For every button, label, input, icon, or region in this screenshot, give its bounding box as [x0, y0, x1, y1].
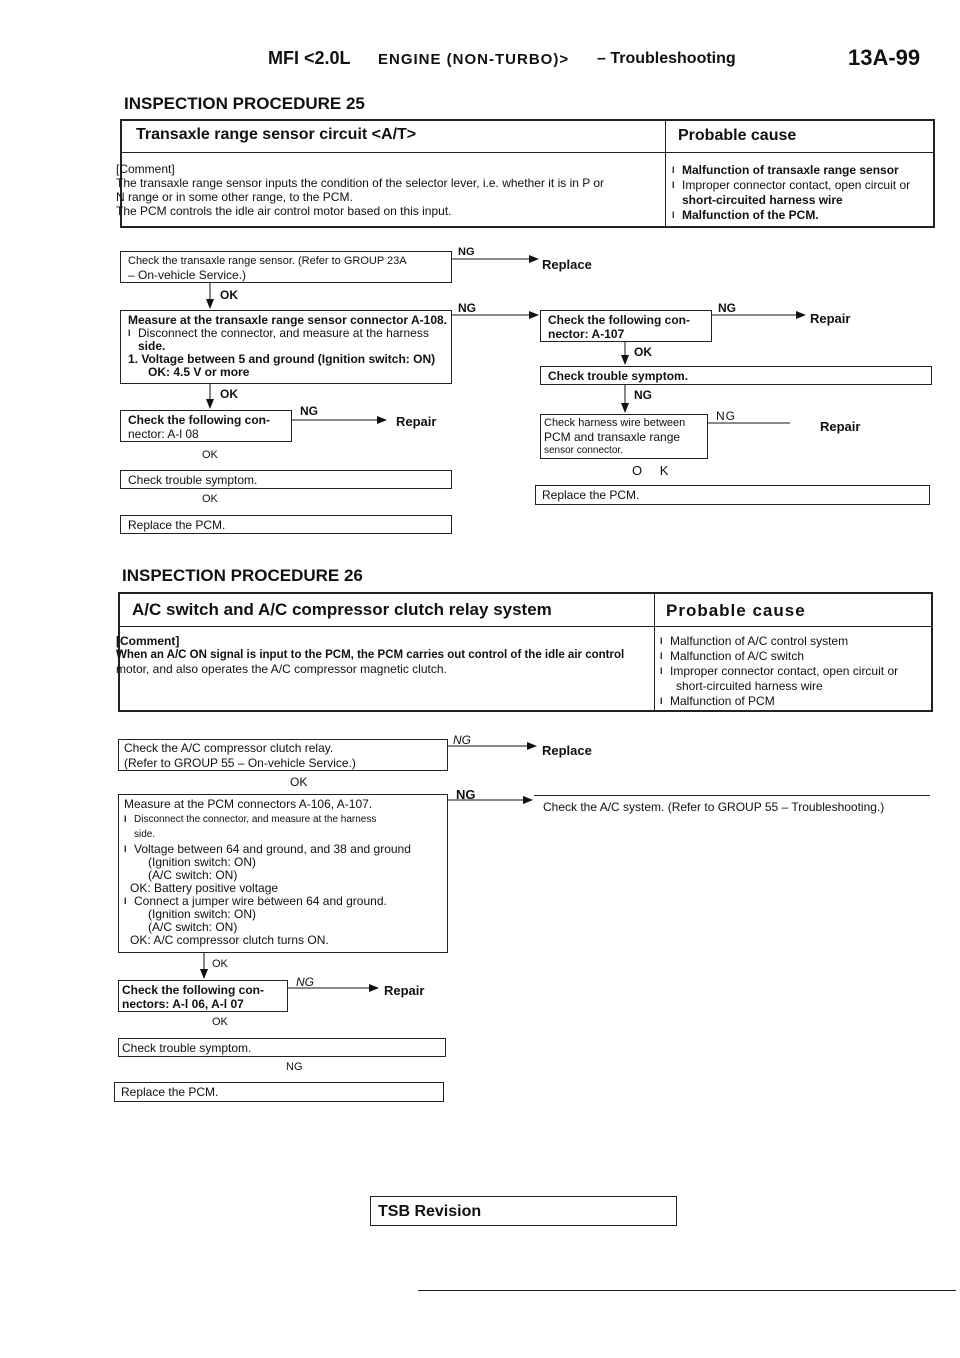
proc26-step1-ng: NG [453, 733, 471, 747]
proc25-probable-title: Probable cause [678, 127, 797, 144]
comment-line: The transaxle range sensor inputs the condition of the selector lever, i.e. whether it is in P or [116, 176, 605, 190]
proc26-ok3: OK [212, 1016, 228, 1028]
step-line: (Ignition switch: ON) [148, 907, 257, 921]
proc25-right-symptom: Check trouble symptom. [548, 369, 689, 383]
proc26-check-repair: Repair [384, 983, 425, 998]
cause-item: l Malfunction of A/C control system [660, 634, 932, 649]
proc25-harness-ng: NG [716, 409, 736, 423]
header-left: MFI <2.0L [268, 48, 351, 68]
step-line: side. [134, 829, 156, 840]
proc26-heading: INSPECTION PROCEDURE 26 [122, 566, 363, 585]
step-line: OK: Battery positive voltage [130, 881, 279, 895]
step-line: sensor connector. [544, 445, 623, 456]
step-line: (Refer to GROUP 55 – On-vehicle Service.) [124, 756, 356, 770]
proc26-step1-result: Replace [542, 743, 592, 758]
step-line: Measure at the transaxle range sensor connector A-108. [128, 313, 448, 327]
cause-item: l Malfunction of PCM [660, 694, 932, 709]
proc25-step1-result: Replace [542, 257, 592, 272]
cause-item: l Malfunction of transaxle range sensor [672, 163, 934, 178]
step-line: 1. Voltage between 5 and ground (Ignition switch: ON) [128, 352, 436, 366]
proc25-ok3: OK [202, 449, 218, 461]
step-line: OK: 4.5 V or more [148, 365, 250, 379]
comment-line: The PCM controls the idle air control motor based on this input. [116, 204, 452, 218]
comment-line: motor, and also operates the A/C compressor magnetic clutch. [116, 662, 447, 676]
proc25-ok4: OK [202, 493, 218, 505]
proc26-probable-title: Probable cause [666, 601, 806, 620]
proc25-right-replace: Replace the PCM. [542, 488, 640, 502]
proc25-harness-repair: Repair [820, 419, 861, 434]
header-middle: ENGINE (NON-TURBO)> [378, 51, 570, 68]
proc25-right-check-ng: NG [718, 301, 736, 315]
comment-label: [Comment] [116, 162, 175, 176]
step-line: Measure at the PCM connectors A-106, A-107. [124, 797, 373, 811]
proc25-heading: INSPECTION PROCEDURE 25 [124, 94, 365, 113]
step-line: Check the following con- [548, 313, 691, 327]
proc25-ok2: OK [220, 387, 238, 401]
cause-item: short-circuited harness wire [676, 679, 823, 693]
step-line: (A/C switch: ON) [148, 920, 238, 934]
proc26-ok2: OK [212, 958, 228, 970]
cause-item: l Improper connector contact, open circuit or [660, 664, 932, 679]
proc25-left-check-ng: NG [300, 404, 318, 418]
proc25-left-symptom: Check trouble symptom. [128, 473, 258, 487]
tsb-revision: TSB Revision [378, 1203, 482, 1220]
proc26-check-ng: NG [296, 975, 314, 989]
step-line: Check the transaxle range sensor. (Refer to GROUP 23A [128, 255, 407, 267]
proc26-title: A/C switch and A/C compressor clutch relay system [132, 600, 552, 619]
proc25-step1-ng: NG [458, 246, 475, 258]
step-line: nector: A-l 08 [128, 427, 199, 441]
proc25-step2-ng: NG [458, 301, 476, 315]
proc26-symptom: Check trouble symptom. [122, 1041, 252, 1055]
step-line: OK: A/C compressor clutch turns ON. [130, 933, 329, 947]
step-line: Check the following con- [128, 413, 271, 427]
comment-label: [Comment] [116, 634, 180, 648]
proc26-step2-result: Check the A/C system. (Refer to GROUP 55 – Troubleshooting.) [543, 800, 885, 814]
proc25-title: Transaxle range sensor circuit <A/T> [136, 126, 417, 143]
step-line: side. [138, 339, 166, 353]
comment-line: When an A/C ON signal is input to the PCM, the PCM carries out control of the idle air control [116, 649, 625, 661]
step-line: l Voltage between 64 and ground, and 38 and ground [124, 843, 411, 856]
proc25-harness-ok: O K [632, 463, 669, 478]
cause-item: l Malfunction of A/C switch [660, 649, 932, 664]
step-line: l Disconnect the connector, and measure at the harness [128, 327, 447, 340]
proc26-replace: Replace the PCM. [121, 1085, 219, 1099]
proc26-step2-ng: NG [456, 787, 476, 802]
proc26-ok1: OK [290, 775, 308, 789]
step-line: (A/C switch: ON) [148, 868, 238, 882]
step-line: l Connect a jumper wire between 64 and ground. [124, 895, 411, 908]
proc25-right-ok: OK [634, 345, 652, 359]
step-line: Check the A/C compressor clutch relay. [124, 741, 334, 755]
step-line: – On-vehicle Service.) [128, 268, 247, 282]
proc25-left-replace: Replace the PCM. [128, 518, 226, 532]
cause-item: short-circuited harness wire [682, 193, 843, 207]
proc26-symptom-ng: NG [286, 1061, 303, 1073]
proc25-right-symptom-ng: NG [634, 388, 652, 402]
step-line: Check the following con- [122, 983, 265, 997]
step-line: nector: A-107 [548, 327, 625, 341]
proc25-left-repair: Repair [396, 414, 437, 429]
proc25-right-repair: Repair [810, 311, 851, 326]
step-line: nectors: A-l 06, A-l 07 [122, 997, 244, 1011]
step-line: Check harness wire between [544, 417, 686, 429]
proc25-ok1: OK [220, 288, 238, 302]
page-number: 13A-99 [848, 45, 921, 70]
cause-item: l Malfunction of the PCM. [672, 208, 934, 223]
step-line: PCM and transaxle range [544, 430, 681, 444]
step-line: (Ignition switch: ON) [148, 855, 257, 869]
cause-item: l Improper connector contact, open circuit or [672, 178, 934, 193]
step-line: l Disconnect the connector, and measure at the harness [124, 813, 411, 826]
header-right: – Troubleshooting [597, 50, 736, 67]
comment-line: N range or in some other range, to the PCM. [116, 190, 353, 204]
